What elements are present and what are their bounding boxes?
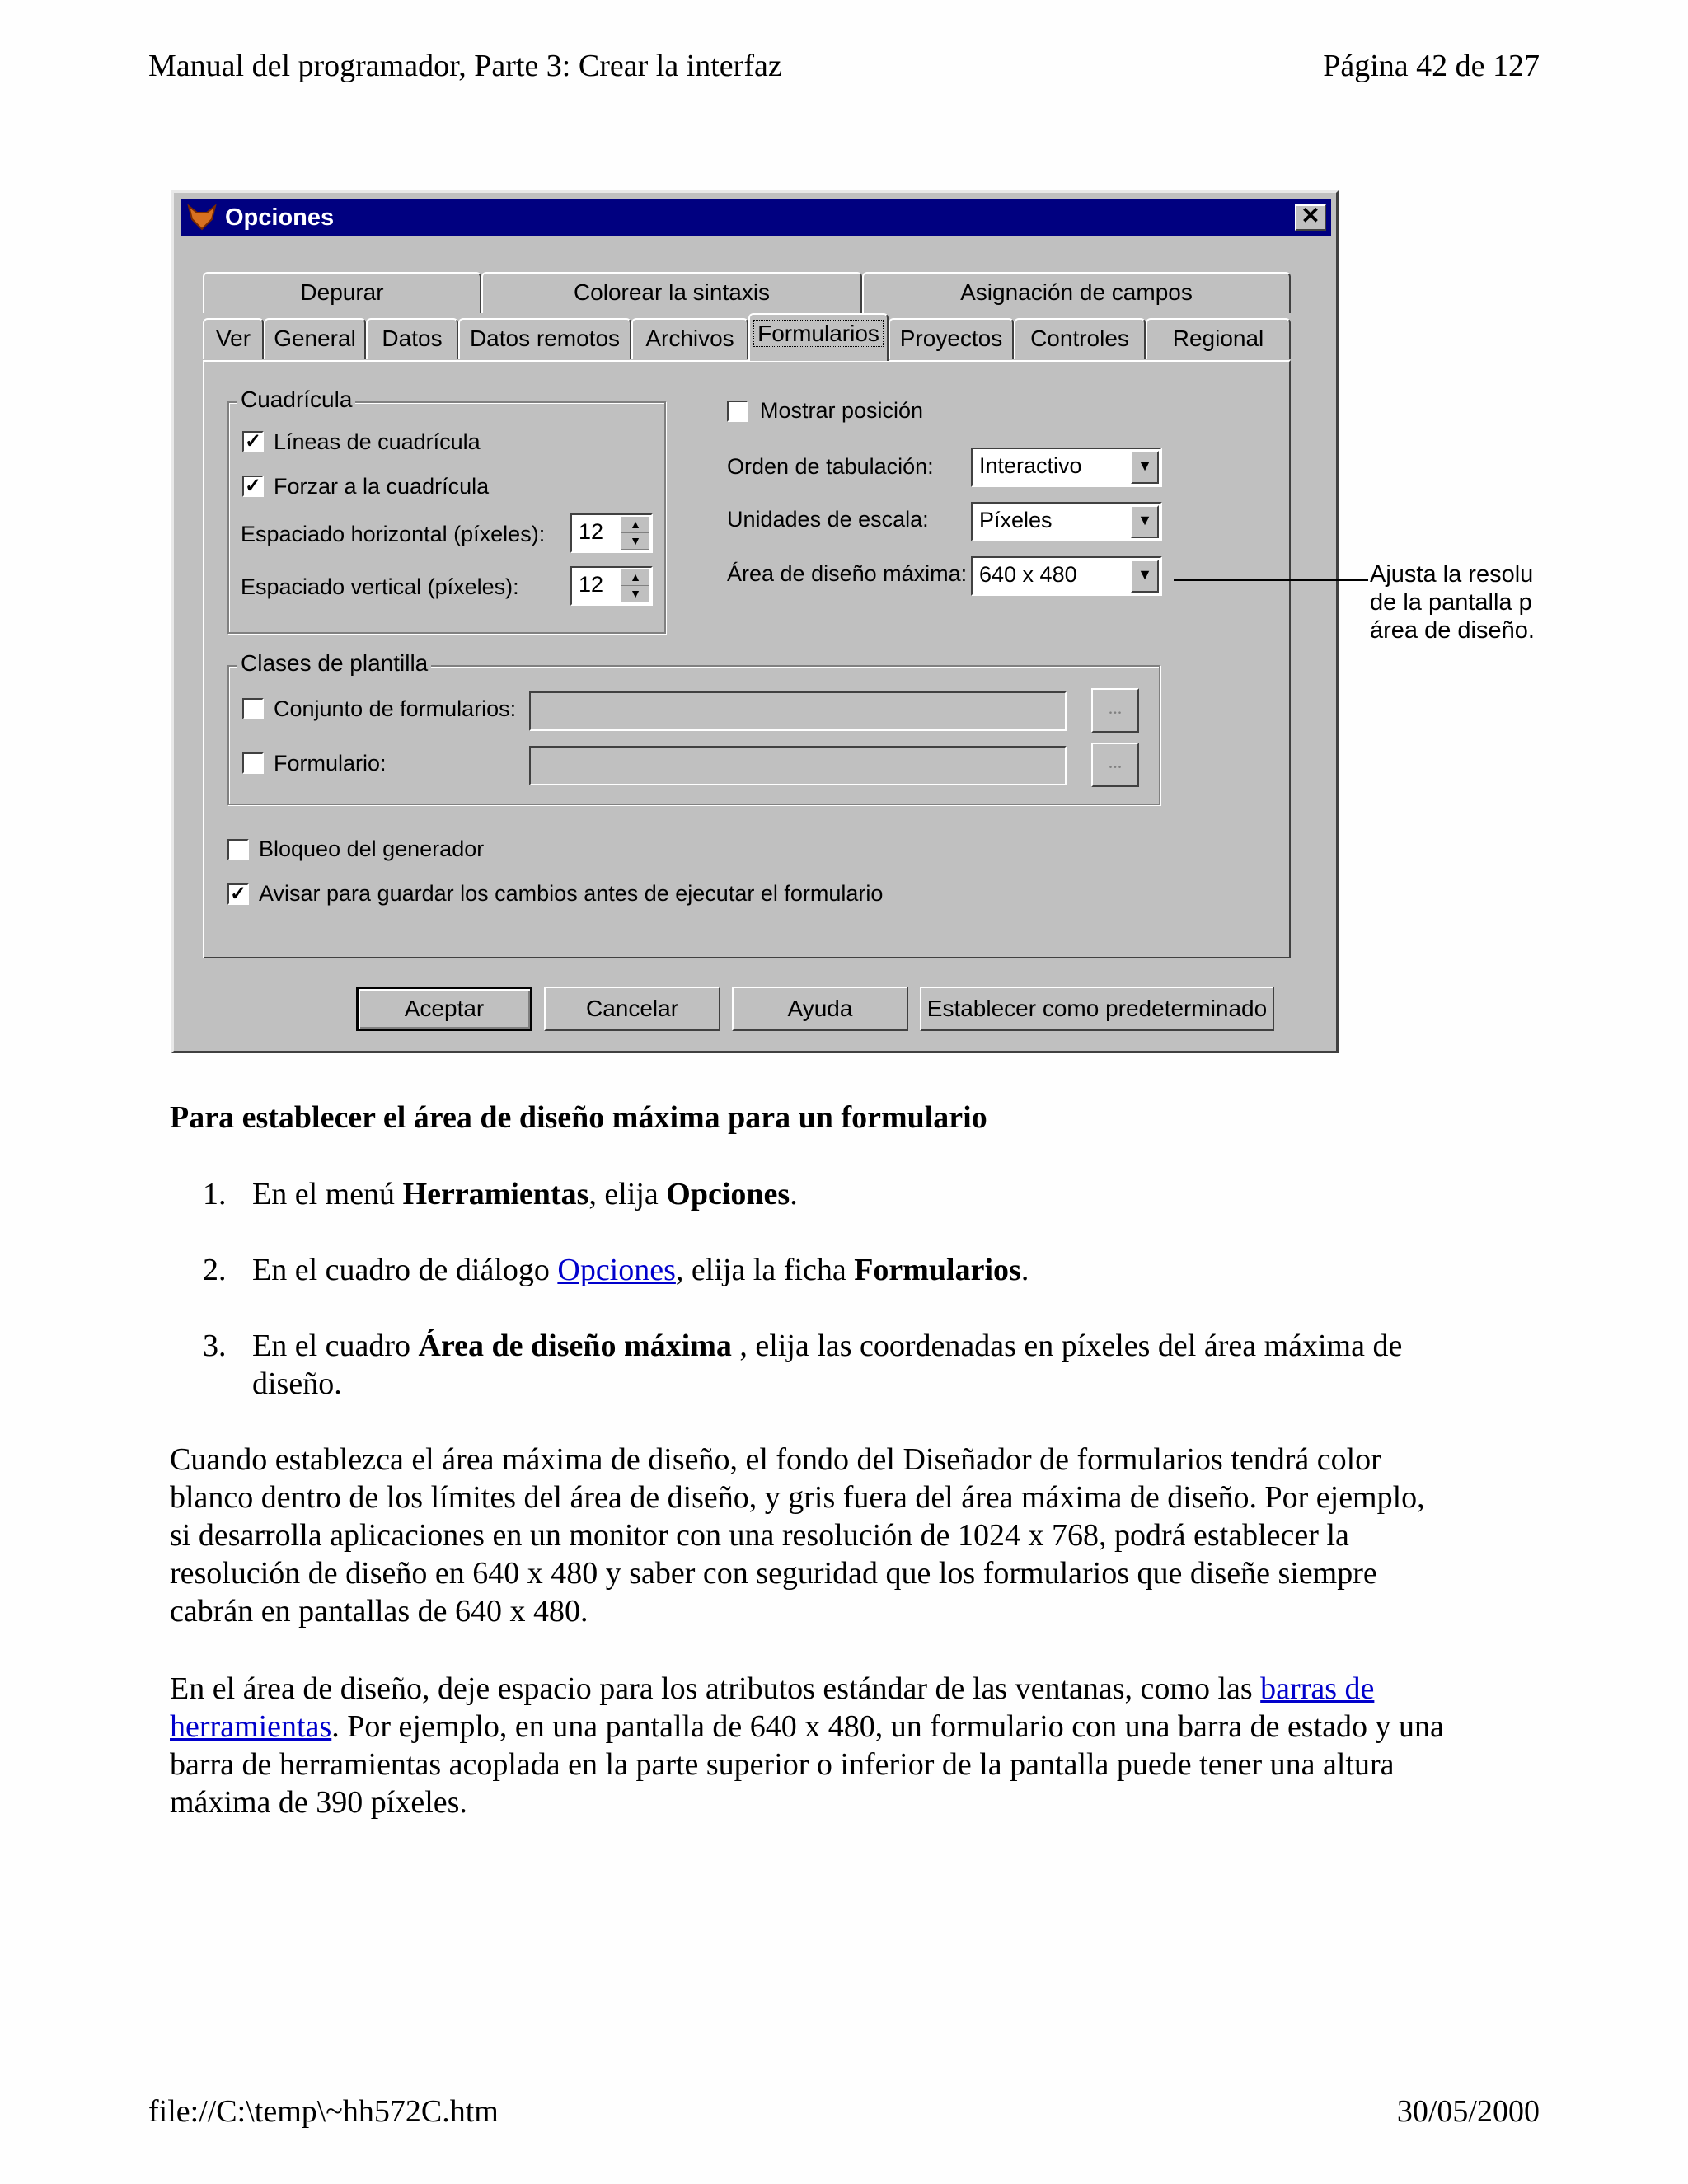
step-1: En el menú Herramientas, elija Opciones. [252,1177,798,1212]
tab-formularios[interactable] [748,313,889,361]
grid-lines-checkbox[interactable]: ✓ [242,431,264,452]
title-bar [181,199,1331,236]
scale-units-value: Píxeles [979,508,1053,532]
grid-lines-label: Líneas de cuadrícula [274,429,481,454]
tab-formularios-label: Formularios [753,320,884,347]
page-header-title: Manual del programador, Parte 3: Crear la interfaz [148,49,782,83]
options-dialog [171,190,1339,1053]
step-1-number: 1. [203,1177,227,1212]
hspacing-label: Espaciado horizontal (píxeles): [241,522,546,546]
max-area-value: 640 x 480 [979,562,1077,587]
max-area-label: Área de diseño máxima: [727,561,968,586]
step-3-continued: diseño. [252,1366,342,1401]
opciones-link[interactable]: Opciones [557,1253,676,1287]
snap-to-grid-label: Forzar a la cuadrícula [274,474,490,499]
tab-panel-formularios [203,360,1291,958]
scale-units-label: Unidades de escala: [727,507,929,532]
form-template-checkbox[interactable] [242,752,264,774]
grid-group-title: Cuadrícula [237,387,355,413]
tab-regional[interactable]: Regional [1146,318,1291,359]
formset-checkbox[interactable] [242,698,264,719]
callout-text [1370,560,1535,644]
tab-colorear-sintaxis[interactable]: Colorear la sintaxis [481,272,862,313]
paragraph-2: En el área de diseño, deje espacio para los atributos estándar de las ventanas, como las barras de herramientas. Por ejemplo, en una pantalla de 640 x 480, un formulario con una barra de estado y una barra de herramientas acoplada en la parte superior o inferior de la pantalla puede tener una altura máxima de 390 píxeles. [170,1671,1444,1820]
vspacing-spinner[interactable] [570,566,653,606]
chevron-down-icon[interactable]: ▼ [1131,560,1159,593]
vspacing-value: 12 [579,572,604,597]
barras-herramientas-link-continued[interactable]: herramientas [170,1709,332,1744]
tab-order-label: Orden de tabulación: [727,454,934,479]
tab-controles[interactable]: Controles [1014,318,1146,359]
foxpro-icon [187,204,217,231]
close-icon: ✕ [1301,204,1320,229]
tab-datos[interactable]: Datos [366,318,458,359]
builder-lock-label: Bloqueo del generador [259,837,485,861]
ok-button[interactable]: Aceptar [356,987,532,1031]
barras-herramientas-link[interactable]: barras de [1260,1671,1375,1706]
section-heading: Para establecer el área de diseño máxima para un formulario [170,1100,987,1135]
callout-line-2: de la pantalla p [1370,589,1532,616]
tab-archivos[interactable]: Archivos [631,318,748,359]
paragraph-1: Cuando establezca el área máxima de diseño, el fondo del Diseñador de formularios tendrá color blanco dentro de los límites del área de diseño, y gris fuera del área máxima de diseño. Por ejemplo, si desarrolla aplicaciones en un monitor con una resolución de 1024 x 768, podrá establecer la resolución de diseño en 640 x 480 y saber con seguridad que los formularios que diseñe siempre cabrán en pantallas de 640 x 480. [170,1442,1425,1629]
vspacing-spin-buttons[interactable]: ▲ ▼ [621,569,649,602]
vspacing-label: Espaciado vertical (píxeles): [241,574,519,599]
max-area-select[interactable] [971,556,1162,596]
page-footer-path: file://C:\temp\~hh572C.htm [148,2094,499,2129]
tab-depurar[interactable]: Depurar [203,272,481,313]
hspacing-value: 12 [579,519,604,544]
tab-order-value: Interactivo [979,453,1082,478]
template-classes-group [227,650,1160,805]
cancel-button[interactable]: Cancelar [544,987,720,1031]
hspacing-spinner[interactable] [570,513,653,553]
set-default-button[interactable]: Establecer como predeterminado [920,987,1274,1031]
callout-line [1174,579,1368,581]
form-class-field[interactable] [529,746,1067,785]
close-button[interactable] [1295,204,1326,231]
chevron-down-icon[interactable]: ▼ [1131,451,1159,484]
step-3-number: 3. [203,1329,227,1363]
callout-line-1: Ajusta la resolu [1370,561,1534,588]
show-position-label: Mostrar posición [760,398,924,423]
page-footer-date: 30/05/2000 [1396,2094,1540,2129]
page-number: Página 42 de 127 [1323,49,1540,83]
tab-datos-remotos[interactable]: Datos remotos [458,318,631,359]
scale-units-select[interactable] [971,502,1162,541]
form-browse-button[interactable]: ... [1091,743,1139,787]
step-2: En el cuadro de diálogo Opciones, elija la ficha Formularios. [252,1253,1029,1287]
hspacing-spin-buttons[interactable]: ▲ ▼ [621,517,649,550]
chevron-down-icon[interactable]: ▼ [1131,505,1159,538]
prompt-save-label: Avisar para guardar los cambios antes de ejecutar el formulario [259,881,884,906]
tab-order-select[interactable] [971,448,1162,487]
formset-browse-button[interactable]: ... [1091,688,1139,733]
grid-group [227,387,666,634]
dialog-title: Opciones [225,204,335,231]
tab-asignacion-campos[interactable]: Asignación de campos [862,272,1291,313]
form-template-label: Formulario: [274,751,387,776]
builder-lock-checkbox[interactable] [227,839,249,860]
tab-general[interactable]: General [264,318,366,359]
tab-ver[interactable]: Ver [203,318,264,359]
help-button[interactable]: Ayuda [732,987,908,1031]
callout-line-3: área de diseño. [1370,617,1535,644]
step-3: En el cuadro Área de diseño máxima , elija las coordenadas en píxeles del área máxima de [252,1329,1403,1363]
formset-class-field[interactable] [529,691,1067,731]
show-position-checkbox[interactable] [727,401,748,422]
snap-to-grid-checkbox[interactable]: ✓ [242,476,264,497]
tab-proyectos[interactable]: Proyectos [889,318,1014,359]
step-2-number: 2. [203,1253,227,1287]
template-classes-title: Clases de plantilla [237,650,431,677]
formset-label: Conjunto de formularios: [274,696,517,721]
prompt-save-checkbox[interactable]: ✓ [227,883,249,905]
